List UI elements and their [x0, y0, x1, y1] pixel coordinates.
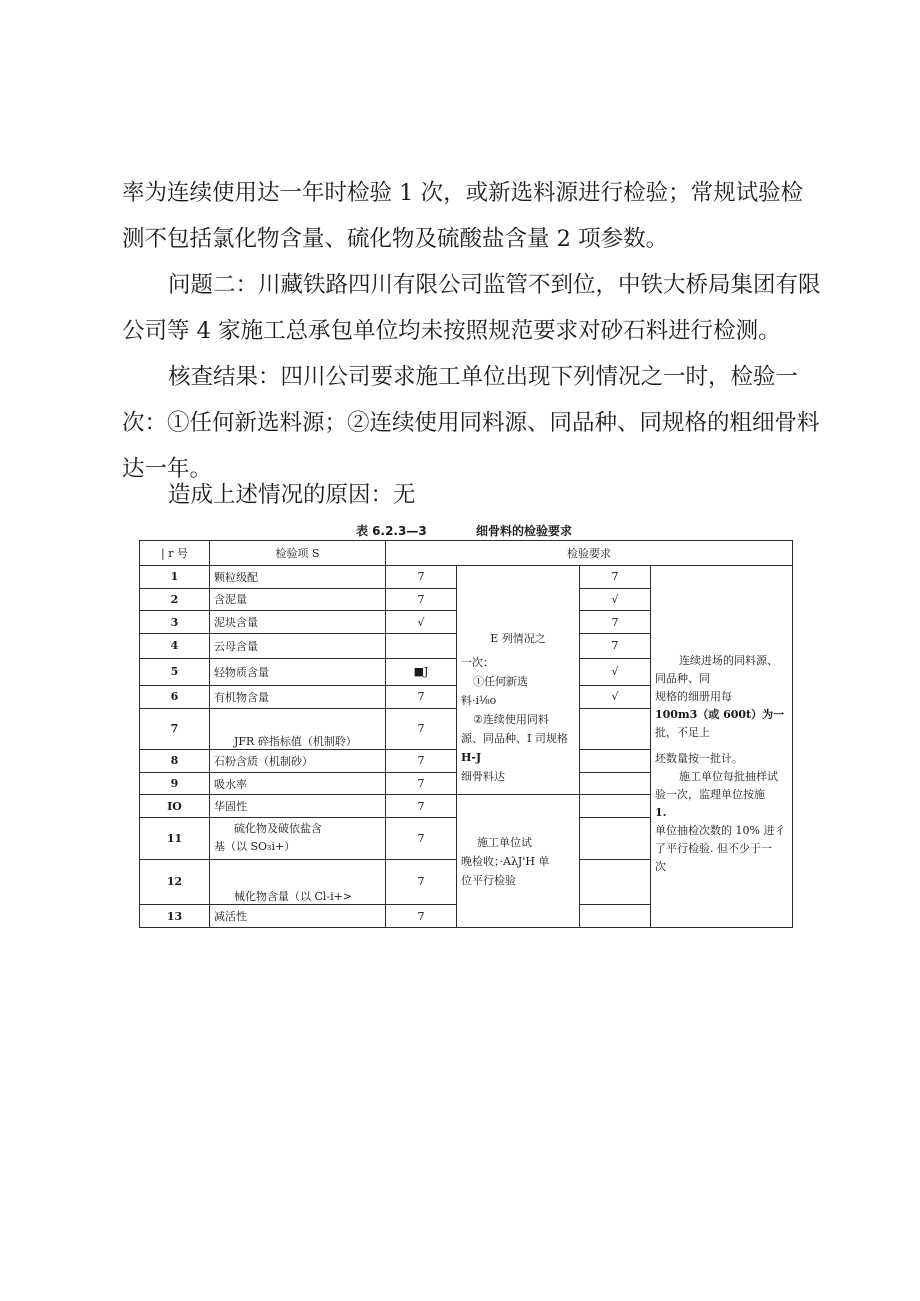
merged-requirement-d: 连续进场的同料源、 同品种、同 规格的细册用每 100m3（或 600t）为一 批，不足上 坯数量按一批计。 施工单位每批抽样试 验一次，监理单位按施 1. 单位抽检次数的 10% 进彳 了平行检验. 但不少于一 次 — [651, 565, 793, 927]
row-item: 泥块含量 — [210, 611, 386, 634]
row-number: 6 — [140, 685, 210, 708]
header-item: 检验项 S — [210, 541, 386, 566]
row-mark-c: 7 — [580, 565, 651, 588]
row-mark-c: 7 — [580, 634, 651, 659]
row-item: 械化物含量（以 Cl-i+> — [210, 859, 386, 905]
row-mark-c: √ — [580, 658, 651, 685]
row-item: 减活性 — [210, 905, 386, 928]
row-number: 5 — [140, 658, 210, 685]
row-number: 7 — [140, 708, 210, 749]
row-number: IO — [140, 795, 210, 818]
row-number: 8 — [140, 749, 210, 772]
row-number: 4 — [140, 634, 210, 659]
header-requirement: 检验要求 — [386, 541, 793, 566]
row-mark-a: 7 — [386, 859, 457, 905]
row-mark-c — [580, 708, 651, 749]
row-mark-a: 7 — [386, 565, 457, 588]
table-name: 细骨料的检验要求 — [476, 524, 573, 538]
row-mark-c — [580, 859, 651, 905]
row-number: 13 — [140, 905, 210, 928]
row-number: 9 — [140, 772, 210, 795]
row-number: 3 — [140, 611, 210, 634]
row-mark-a: 7 — [386, 772, 457, 795]
row-mark-c — [580, 795, 651, 818]
row-mark-a: 7 — [386, 818, 457, 859]
row-mark-a: √ — [386, 611, 457, 634]
row-mark-c — [580, 818, 651, 859]
row-mark-a: 7 — [386, 749, 457, 772]
row-mark-a: 7 — [386, 685, 457, 708]
table-row — [140, 565, 793, 588]
paragraph-1-line-1: 率为连续使用达一年时检验 1 次，或新选料源进行检验；常规试验检 — [122, 180, 804, 206]
row-item: 轻物质含量 — [210, 658, 386, 685]
table-header-row — [140, 541, 793, 566]
paragraph-2: 问题二：川藏铁路四川有限公司监管不到位，中铁大桥局集团有限公司等 4 家施工总承包单位均未按照规范要求对砂石料进行检测。 — [122, 272, 821, 344]
row-item: 石粉含质（机制砂） — [210, 749, 386, 772]
paragraph-1 — [122, 170, 822, 262]
row-item: JFR 碎指标值（机制聆） — [210, 708, 386, 749]
row-mark-a: 7 — [386, 795, 457, 818]
row-mark-a — [386, 634, 457, 659]
row-item: 含泥量 — [210, 588, 386, 611]
paragraph-3: 核查结果：四川公司要求施工单位出现下列情况之一时，检验一次：①任何新选料源；②连续使用同料源、同品种、同规格的粗细骨料达一年。 — [122, 364, 820, 482]
row-mark-a: ■J — [386, 658, 457, 685]
row-mark-a: 7 — [386, 905, 457, 928]
header-index: | r 号 — [140, 541, 210, 566]
inspection-table — [139, 540, 793, 928]
row-mark-c: 7 — [580, 611, 651, 634]
merged-requirement-b: E 列情况之 一次： ①任何新选 料·i⅛o ②连续使用同料 源、同品种、I 司规格 H-J 细骨料达 — [457, 565, 580, 795]
table-number: 表 6.2.3—3 — [356, 524, 427, 538]
row-item: 吸水率 — [210, 772, 386, 795]
paragraph-4: 造成上述情况的原因：无 — [168, 482, 416, 508]
row-item: 硫化物及破依盐含 基（以 SO₃i+） — [210, 818, 386, 859]
row-number: 11 — [140, 818, 210, 859]
row-mark-c: √ — [580, 685, 651, 708]
row-mark-c — [580, 772, 651, 795]
row-mark-a: 7 — [386, 708, 457, 749]
row-item: 云母含量 — [210, 634, 386, 659]
row-number: 2 — [140, 588, 210, 611]
merged-requirement-b-lower: 施工单位试 晚检收；·AλJ'H 单 位平行检验 — [457, 795, 580, 928]
row-mark-c — [580, 905, 651, 928]
row-mark-c: √ — [580, 588, 651, 611]
paragraph-1-line-2: 测不包括氯化物含量、硫化物及硫酸盐含量 2 项参数。 — [122, 226, 669, 252]
row-number: 1 — [140, 565, 210, 588]
row-mark-a: 7 — [386, 588, 457, 611]
row-item: 颗粒级配 — [210, 565, 386, 588]
row-item: 有机物含量 — [210, 685, 386, 708]
row-item: 华固性 — [210, 795, 386, 818]
row-mark-c — [580, 749, 651, 772]
row-number: 12 — [140, 859, 210, 905]
